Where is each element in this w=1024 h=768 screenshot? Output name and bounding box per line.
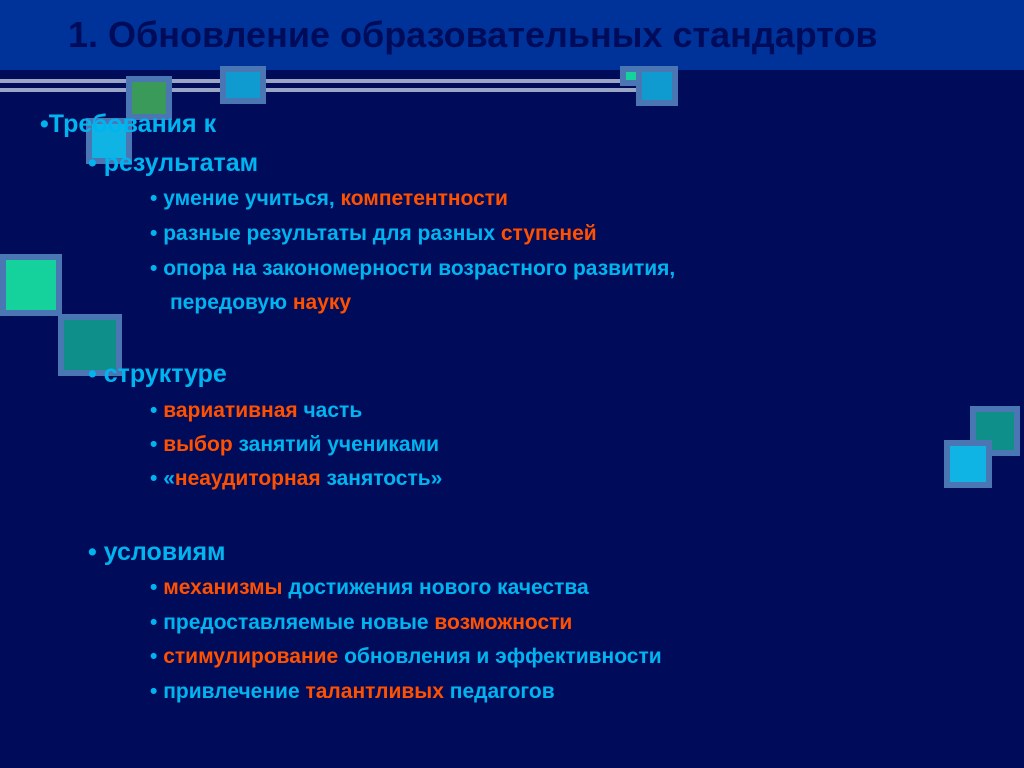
results-item-2-highlight: ступеней [500,222,597,245]
bullet: • [150,576,158,599]
bullet: • [150,187,158,210]
results-item-1-highlight: компетентности [340,187,508,210]
bullet: • [150,222,158,245]
results-item-2 [150,222,597,246]
results-item-3-highlight: науку [292,291,352,314]
results-label: результатам [103,149,259,177]
bullet: • [150,645,158,668]
conditions-item-4-highlight: талантливых [305,680,444,703]
decor-square [0,254,62,316]
results-item-3 [150,257,675,281]
conditions-item-3-text: обновления и эффективности [338,645,662,668]
results-item-3-text: опора на закономерности возрастного развития, [163,257,676,280]
conditions-item-2-highlight: возможности [434,611,573,634]
structure-item-3-highlight: неаудиторная [174,467,321,490]
title-bar [0,0,1024,70]
structure-item-1-text: часть [297,399,363,422]
bullet: • [150,257,158,280]
conditions-item-3 [150,645,662,669]
conditions-item-2-text: предоставляемые новые [163,611,435,634]
results-item-1 [150,187,508,211]
conditions-item-2 [150,611,572,635]
structure-item-2-text: занятий учениками [232,433,440,456]
structure-item-3 [150,467,442,491]
bullet: • [150,611,158,634]
structure-item-1-highlight: вариативная [163,399,298,422]
decor-square [636,66,678,106]
bullet: • [88,149,97,177]
structure-item-3-text: занятость» [320,467,443,490]
structure-item-2 [150,433,439,457]
bullet: • [88,360,97,388]
results-item-3-text2: передовую [170,291,293,314]
slide-title: 1. Обновление образовательных стандартов [68,14,878,55]
results-item-2-text: разные результаты для разных [163,222,501,245]
decor-line [0,88,640,92]
bullet: • [88,538,97,566]
bullet: • [150,433,158,456]
bullet: • [150,680,158,703]
conditions-heading [88,538,226,567]
structure-item-1 [150,399,362,423]
decor-line [0,79,640,83]
conditions-item-4 [150,680,555,704]
conditions-label: условиям [103,538,226,566]
requirements-heading: •Требования к [40,110,217,138]
structure-item-3-quote: « [163,467,175,490]
conditions-item-1 [150,576,589,600]
structure-item-2-highlight: выбор [163,433,233,456]
bullet: • [150,467,158,490]
conditions-item-4-text2: педагогов [443,680,555,703]
decor-square [220,66,266,104]
conditions-item-4-text: привлечение [163,680,306,703]
conditions-item-1-text: достижения нового качества [282,576,589,599]
results-item-1-text: умение учиться, [163,187,341,210]
bullet: • [150,399,158,422]
conditions-item-1-highlight: механизмы [163,576,283,599]
structure-label: структуре [103,360,227,388]
results-item-3-cont [170,291,351,315]
structure-heading [88,360,227,389]
conditions-item-3-highlight: стимулирование [163,645,339,668]
decor-square [944,440,992,488]
results-heading [88,149,258,178]
